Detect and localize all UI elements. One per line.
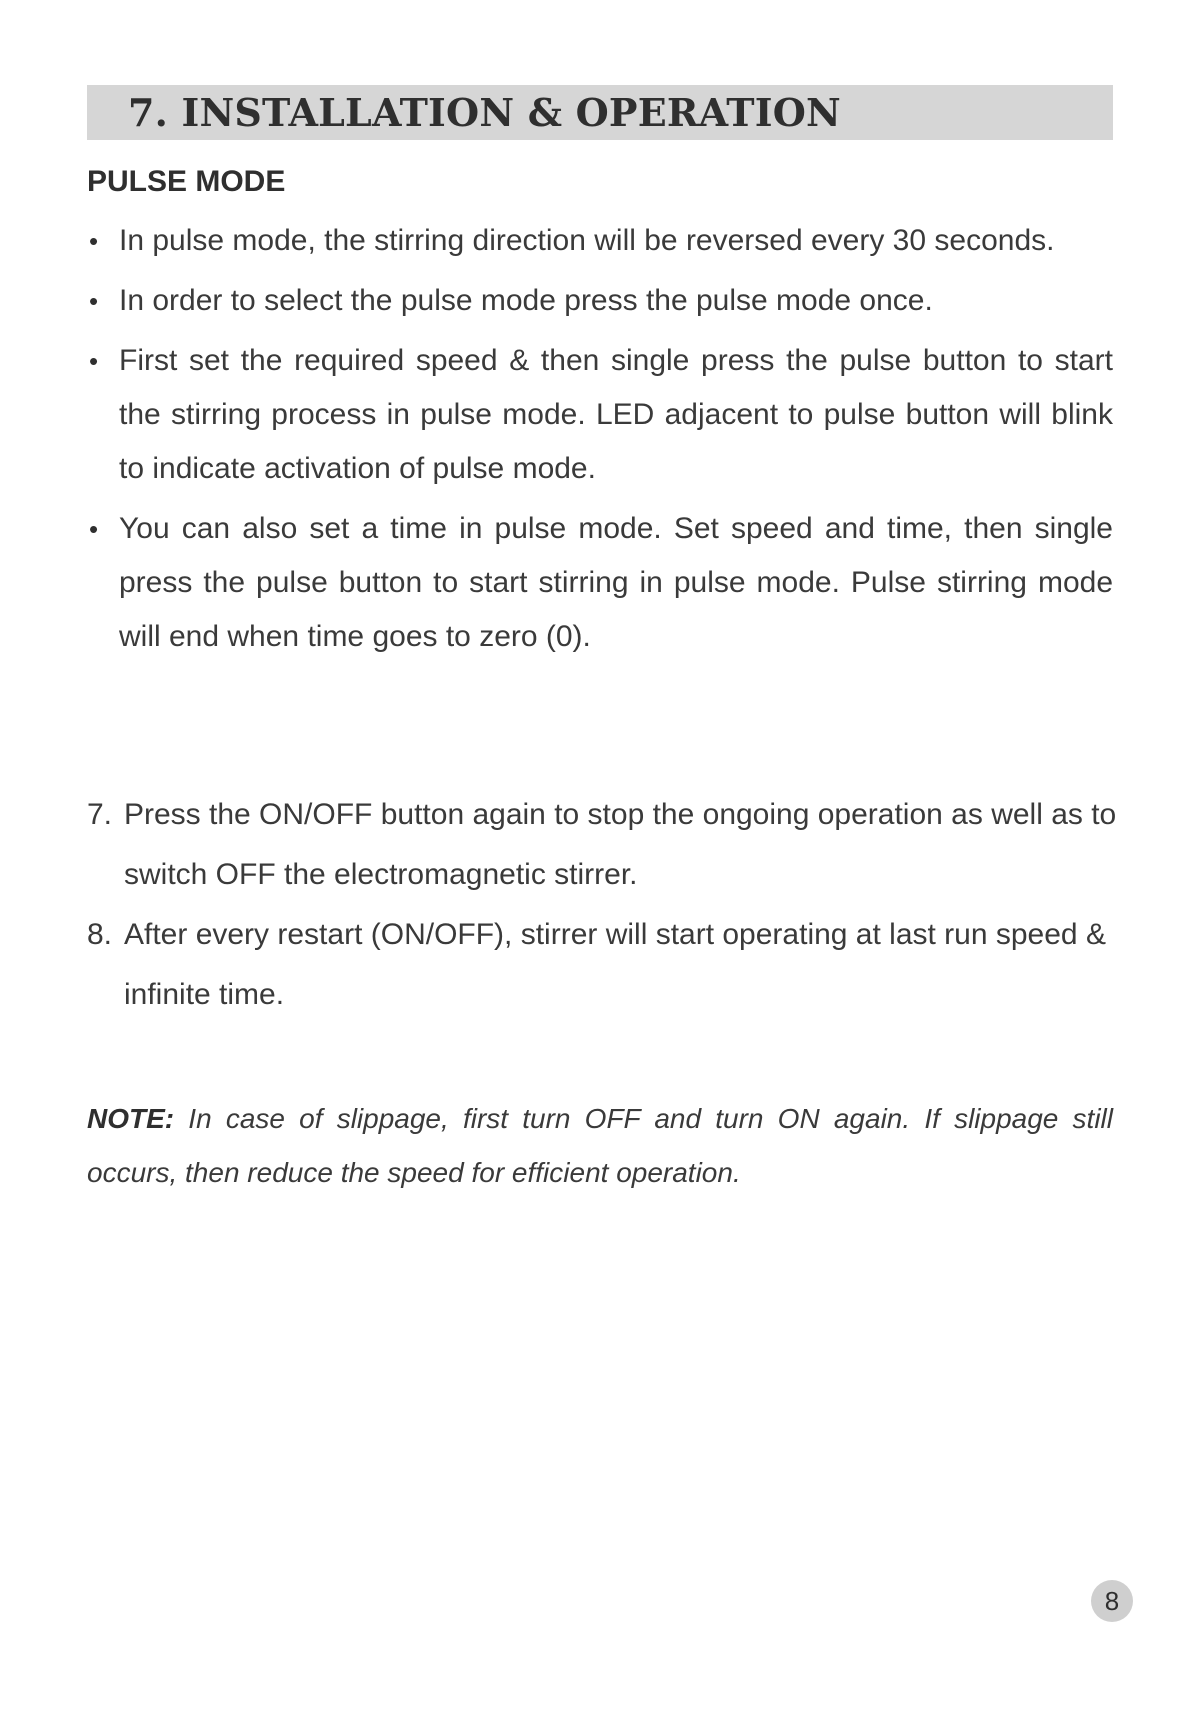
note-label: NOTE: (87, 1103, 175, 1134)
pulse-mode-bullet-list (87, 214, 1113, 670)
note-text: In case of slippage, first turn OFF and turn ON again. If slippage still occurs, then reduce the speed for efficient operation. (87, 1103, 1113, 1188)
bullet-icon: • (89, 286, 99, 316)
list-item (87, 274, 1113, 328)
bullet-text: First set the required speed & then single press the pulse button to start the stirring process in pulse mode. LED adjacent to pulse button will blink to indicate activation of pulse mode. (119, 344, 1113, 485)
list-item (87, 905, 1127, 1025)
step-text: Press the ON/OFF button again to stop the ongoing operation as well as to switch OFF the electromagnetic stirrer. (124, 798, 1117, 891)
note-paragraph (87, 1092, 1113, 1200)
page-title: 7. INSTALLATION & OPERATION (128, 90, 841, 135)
section-title-bar (87, 85, 1113, 140)
list-item (87, 502, 1113, 664)
step-number: 8. (87, 918, 113, 951)
bullet-icon: • (89, 226, 99, 256)
bullet-text: In pulse mode, the stirring direction will be reversed every 30 seconds. (119, 224, 1055, 257)
bullet-icon: • (89, 346, 99, 376)
step-number: 7. (87, 798, 113, 831)
list-item (87, 334, 1113, 496)
page-number-badge: 8 (1091, 1580, 1133, 1622)
step-text: After every restart (ON/OFF), stirrer will start operating at last run speed & infinite time. (124, 918, 1106, 1011)
bullet-text: You can also set a time in pulse mode. Set speed and time, then single press the pulse button to start stirring in pulse mode. Pulse stirring mode will end when time goes to zero (0). (119, 512, 1113, 653)
bullet-icon: • (89, 514, 99, 544)
list-item (87, 214, 1113, 268)
bullet-text: In order to select the pulse mode press the pulse mode once. (119, 284, 933, 317)
pulse-mode-heading: PULSE MODE (87, 165, 286, 198)
operation-steps-list (87, 785, 1127, 1025)
list-item (87, 785, 1127, 905)
